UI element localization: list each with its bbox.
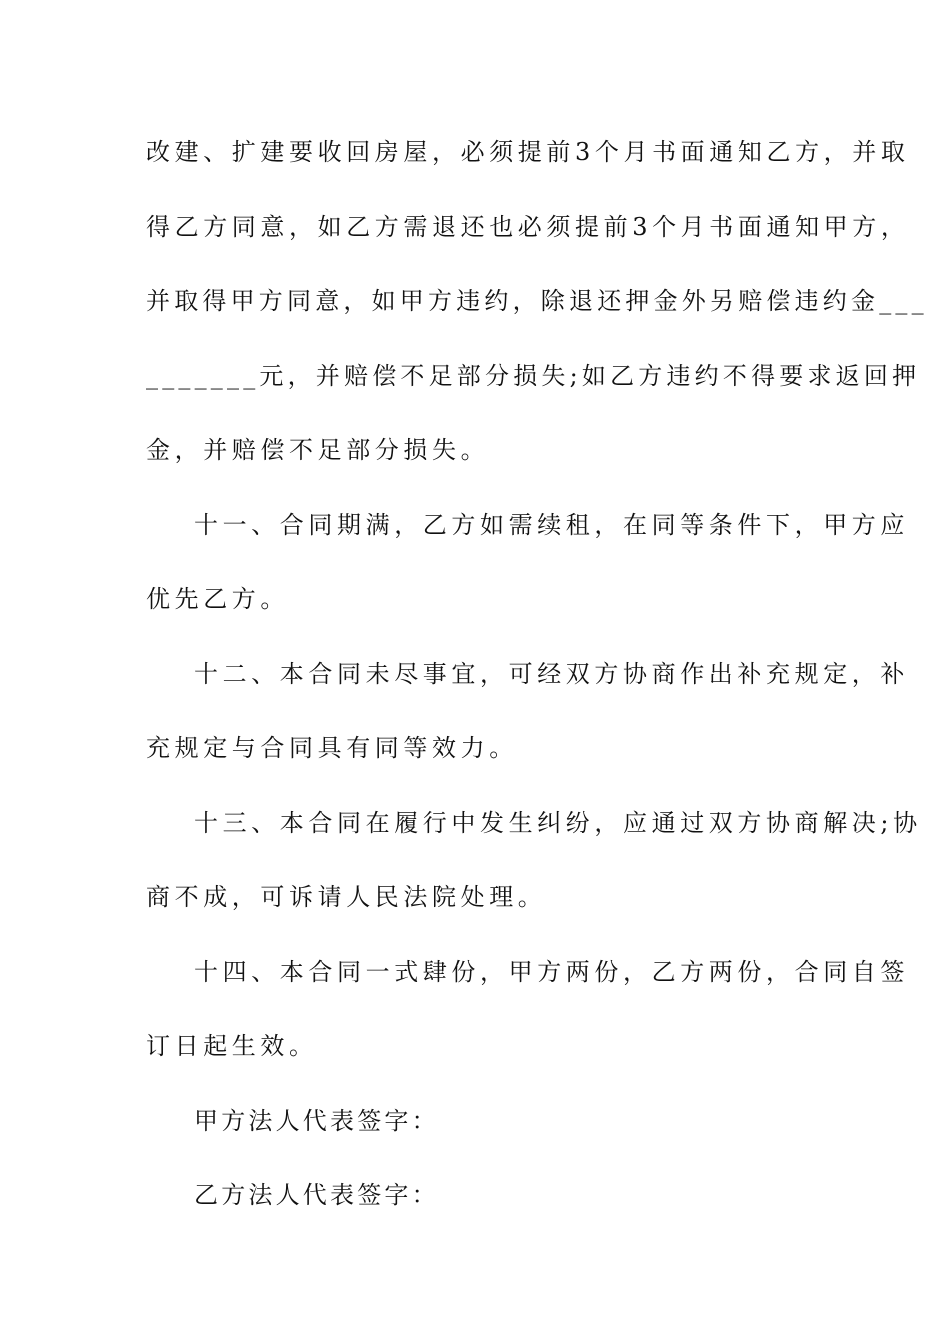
- clause-11-line: 优先乙方。: [146, 585, 289, 613]
- clause-13-line: 十三、本合同在履行中发生纠纷，应通过双方协商解决;协: [194, 809, 922, 837]
- clause-12-line: 十二、本合同未尽事宜，可经双方协商作出补充规定，补: [194, 660, 909, 688]
- party-a-signature-label: 甲方法人代表签字：: [194, 1107, 439, 1135]
- party-b-signature-label: 乙方法人代表签字：: [194, 1181, 439, 1209]
- clause-14-line: 订日起生效。: [146, 1032, 318, 1060]
- clause-12-line: 充规定与合同具有同等效力。: [146, 734, 518, 762]
- paragraph-line: 得乙方同意，如乙方需退还也必须提前3个月书面通知甲方，: [146, 213, 910, 241]
- paragraph-line: 改建、扩建要收回房屋，必须提前3个月书面通知乙方，并取: [146, 138, 910, 166]
- clause-13-line: 商不成，可诉请人民法院处理。: [146, 883, 547, 911]
- clause-14-line: 十四、本合同一式肆份，甲方两份，乙方两份，合同自签: [194, 958, 909, 986]
- paragraph-line: 并取得甲方同意，如甲方违约，除退还押金外另赔偿违约金___: [146, 287, 928, 315]
- paragraph-line: _______元，并赔偿不足部分损失;如乙方违约不得要求返回押: [146, 362, 921, 390]
- paragraph-line: 金，并赔偿不足部分损失。: [146, 436, 490, 464]
- clause-11-line: 十一、合同期满，乙方如需续租，在同等条件下，甲方应: [194, 511, 909, 539]
